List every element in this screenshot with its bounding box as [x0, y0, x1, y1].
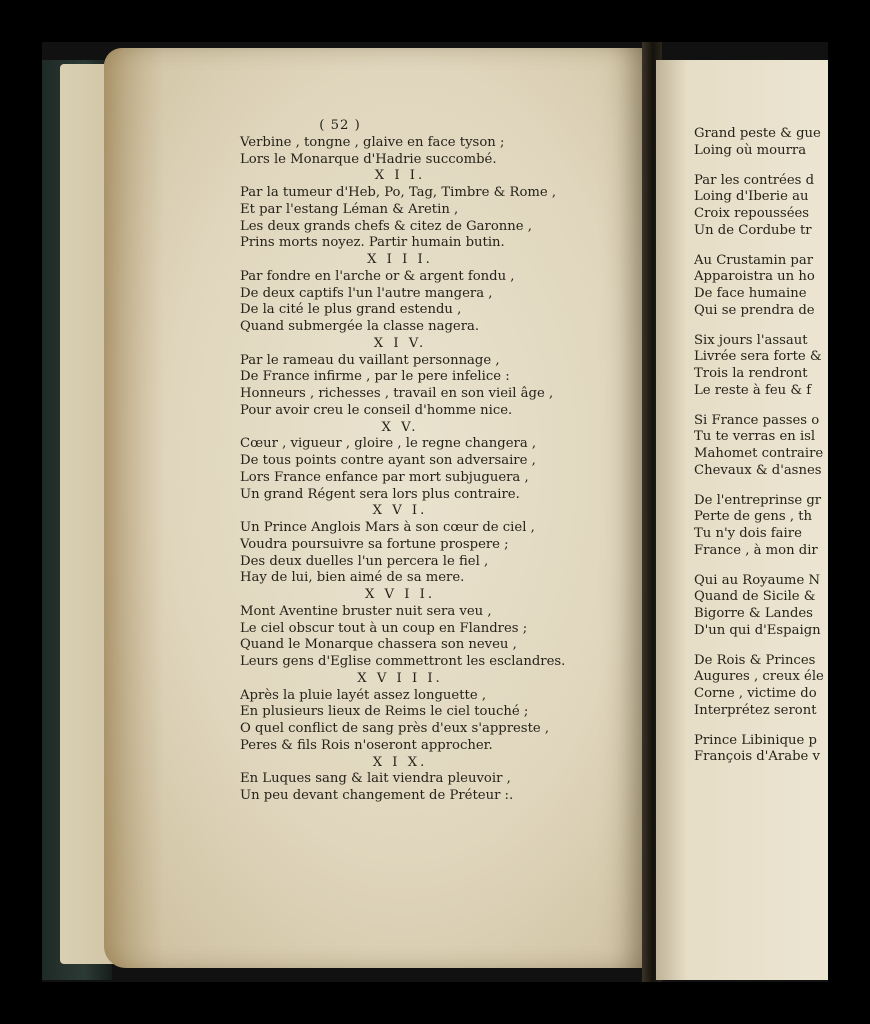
verse-line: Voudra poursuivre sa fortune prospere ; — [240, 536, 509, 552]
verse-line: De France infirme , par le pere infelice : — [240, 369, 510, 385]
verse-line: Par le rameau du vaillant personnage , — [240, 352, 500, 368]
quatrain-numeral: X I X. — [372, 754, 428, 770]
verse-line: De la cité le plus grand estendu , — [240, 302, 462, 318]
stanza-gap — [694, 320, 834, 333]
verse-line: Le ciel obscur tout à un coup en Flandres ; — [240, 620, 528, 636]
verse-line: Honneurs , richesses , travail en son vieil âge , — [240, 386, 554, 401]
verse-line: Hay de lui, bien aimé de sa mere. — [240, 570, 465, 586]
verse-line: Un peu devant changement de Préteur :. — [240, 788, 514, 803]
verse-line: Qui se prendra de — [694, 302, 815, 318]
verse-line: Croix repoussées — [694, 206, 810, 221]
quatrain-numeral: X I I I. — [367, 252, 433, 267]
right-page-text — [694, 126, 834, 766]
verse-line: Perte de gens , th — [694, 509, 812, 525]
verse-line: Mahomet contraire — [694, 446, 824, 461]
verse-line: Tu n'y dois faire — [694, 526, 802, 541]
verse-line: Peres & fils Rois n'oseront approcher. — [240, 737, 493, 753]
verse-line: Quand le Monarque chassera son neveu , — [240, 637, 517, 653]
verse-line: Quand submergée la classe nagera. — [240, 319, 480, 334]
verse-line: Leurs gens d'Eglise commettront les esclandres. — [240, 654, 566, 669]
verse-line: O quel conflict de sang près d'eux s'appreste , — [240, 721, 550, 736]
verse-line: Le reste à feu & f — [694, 382, 812, 398]
verse-line: De l'entreprinse gr — [694, 492, 822, 508]
verse-line: Cœur , vigueur , gloire , le regne changera , — [240, 436, 537, 452]
verse-line: François d'Arabe v — [694, 749, 820, 765]
verse-line: Six jours l'assaut — [694, 332, 808, 348]
quatrain-numeral: X V I. — [372, 503, 428, 519]
verse-line: De Rois & Princes — [694, 652, 816, 668]
page-number: ( 52 ) — [319, 118, 361, 133]
verse-line: Prins morts noyez. Partir humain butin. — [240, 235, 505, 251]
verse-line: Grand peste & gue — [694, 126, 821, 141]
verse-line: Par la tumeur d'Heb, Po, Tag, Timbre & Rome , — [240, 185, 557, 200]
verse-line: Apparoistra un ho — [694, 269, 815, 285]
verse-line: Les deux grands chefs & citez de Garonne , — [240, 218, 532, 234]
verse-line: Livrée sera forte & — [694, 349, 822, 365]
stanza-gap — [694, 480, 834, 493]
verse-line: Et par l'estang Léman & Aretin , — [240, 201, 459, 217]
stanza-gap — [694, 400, 834, 413]
verse-line: En Luques sang & lait viendra pleuvoir , — [240, 771, 511, 787]
verse-line: Chevaux & d'asnes — [694, 462, 822, 478]
verse-line: Après la pluie layét assez longuette , — [240, 687, 487, 703]
verse-line: Des deux duelles l'un percera le fiel , — [240, 553, 489, 569]
left-page-verses — [240, 135, 610, 805]
verse-line: Prince Libinique p — [694, 732, 817, 748]
stanza-gap — [694, 160, 834, 173]
verse-line: Loing où mourra — [694, 142, 807, 158]
verse-line: De deux captifs l'un l'autre mangera , — [240, 285, 493, 301]
stanza-gap — [694, 240, 834, 253]
stanza-gap — [694, 560, 834, 573]
verse-line: Par les contrées d — [694, 172, 815, 188]
verse-line: Loing d'Iberie au — [694, 189, 809, 205]
verse-line: Un Prince Anglois Mars à son cœur de ciel , — [240, 520, 535, 535]
verse-line: En plusieurs lieux de Reims le ciel touché ; — [240, 704, 529, 720]
verse-line: Par fondre en l'arche or & argent fondu , — [240, 268, 515, 284]
verse-line: Pour avoir creu le conseil d'homme nice. — [240, 402, 513, 418]
quatrain-numeral: X V I I I. — [357, 670, 443, 686]
verse-line: Un grand Régent sera lors plus contraire. — [240, 486, 520, 502]
verse-line: Si France passes o — [694, 412, 820, 428]
stanza-gap — [694, 640, 834, 653]
verse-line: Interprétez seront — [694, 702, 817, 718]
verse-line: Trois la rendront — [694, 366, 808, 381]
verse-line: Quand de Sicile & — [694, 589, 816, 605]
verse-line: France , à mon dir — [694, 542, 818, 558]
verse-line: Bigorre & Landes — [694, 606, 813, 621]
verse-line: Lors France enfance par mort subjuguera , — [240, 469, 529, 485]
right-page-verses — [694, 126, 834, 766]
quatrain-numeral: X V I I. — [364, 587, 436, 602]
verse-line: Lors le Monarque d'Hadrie succombé. — [240, 151, 497, 167]
verse-line: De face humaine — [694, 286, 807, 301]
quatrain-numeral: X I V. — [373, 335, 427, 351]
verse-line: Corne , victime do — [694, 686, 817, 701]
verse-line: Un de Cordube tr — [694, 222, 812, 238]
quatrain-numeral: X I I. — [374, 168, 426, 184]
verse-line: Au Crustamin par — [694, 252, 814, 268]
quatrain-numeral: X V. — [381, 419, 419, 435]
verse-line: D'un qui d'Espaign — [694, 622, 821, 638]
verse-line: De tous points contre ayant son adversaire , — [240, 453, 536, 468]
verse-line: Verbine , tongne , glaive en face tyson ; — [240, 134, 505, 150]
verse-line: Qui au Royaume N — [694, 572, 820, 588]
left-page-text — [240, 118, 610, 805]
stanza-gap — [694, 720, 834, 733]
verse-line: Augures , creux éle — [694, 669, 824, 685]
verse-line: Mont Aventine bruster nuit sera veu , — [240, 603, 492, 619]
verse-line: Tu te verras en isl — [694, 429, 816, 445]
